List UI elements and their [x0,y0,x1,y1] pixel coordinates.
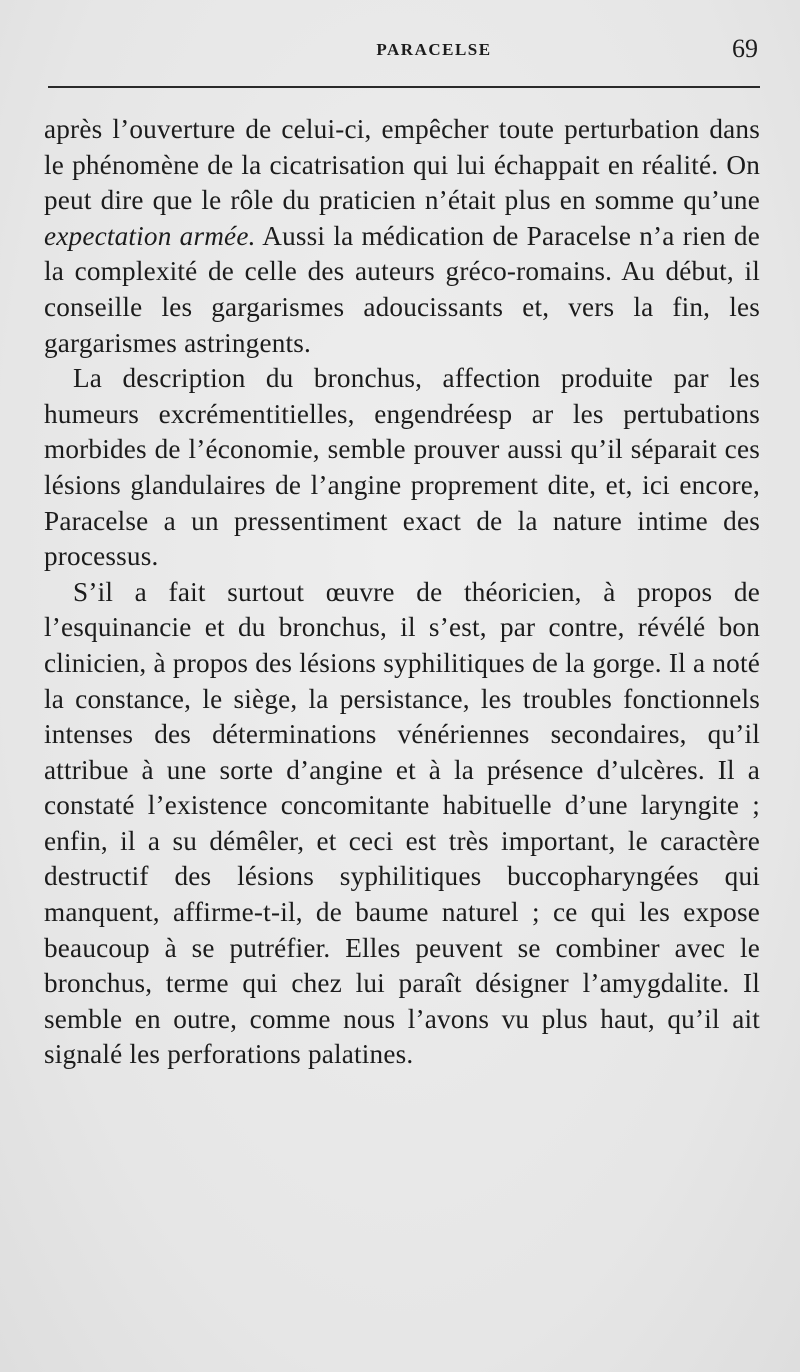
italic-phrase: expectation armée. [44,220,256,251]
header-rule [48,86,760,88]
paragraph-continuation [44,112,760,361]
running-head [44,36,764,66]
text-segment: S’il a fait surtout œuvre de théoricien, à propos de l’esquinancie et du bronchus, il s’est, par contre, révélé bon clinicien, à propos des lésions syphilitiques de la gorge. Il a noté la constance, le siège, la persistance, les troubles fonctionnels intenses des déterminations vénériennes secondaires, qu’il attribue à une sorte d’angine et à la présence d’ulcères. Il a constaté l’existence concomitante habituelle d’une laryngite ; enfin, il a su démêler, et ceci est très important, le caractère destructif des lésions syphilitiques buccopharyngées qui manquent, affirme-t-il, de baume naturel ; ce qui les expose beaucoup à se putréfier. Elles peuvent se combiner avec le bronchus, terme qui chez lui paraît désigner l’amygdalite. Il semble en outre, comme nous l’avons vu plus haut, qu’il ait signalé les perforations palatines. [44,576,760,1070]
text-segment: après l’ouverture de celui-ci, empêcher toute perturbation dans le phénomène de la cicatrisation qui lui échappait en réalité. On peut dire que le rôle du praticien n’était plus en somme qu’une [44,114,760,216]
paragraph-bronchus [44,361,760,575]
text-segment: Aussi la médication de Paracelse n’a rien de la complexité de celle des auteurs gréco-romains. Au début, il conseille les gargarismes adoucissants et, vers la fin, les gargarismes astringents. [44,220,760,358]
running-title: PARACELSE [376,40,492,59]
text-segment: La description du bronchus, affection produite par les humeurs excrémentitielles, engendréesp ar les pertubations morbides de l’économie, semble prouver aussi qu’il séparait ces lésions glandulaires de l’angine proprement dite, et, ici encore, Paracelse a un pressentiment exact de la nature intime des processus. [44,363,760,572]
body-text [44,112,760,1073]
page-number: 69 [732,34,758,63]
paragraph-syphilis [44,575,760,1073]
